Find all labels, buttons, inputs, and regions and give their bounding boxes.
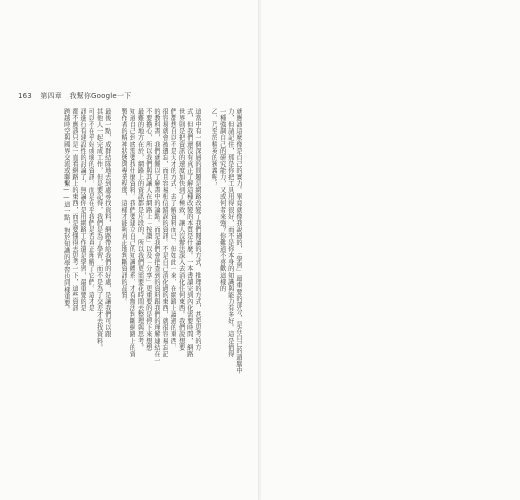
left-page-number: 163 bbox=[18, 92, 32, 100]
text-column: 乙，乃至於精英的狹義呢？ bbox=[210, 108, 218, 187]
text-column: 們都想自以不是天才的方式，去了解資料而已。但如此一來，在網路上讀過的東西， bbox=[169, 108, 177, 351]
text-column: 力，但請記住，那是你把工具用得很好，而不是你本身的知識與能力有多好。這是值得 bbox=[226, 108, 234, 357]
left-page-header bbox=[18, 91, 131, 101]
left-page-text bbox=[26, 108, 242, 423]
text-column bbox=[201, 108, 209, 423]
text-column: 的教科書，我們就難以了解書中的論點。而是我們會把查到的資料跟我們的理解連結在一 bbox=[152, 108, 160, 364]
text-column: 世界則是把資訊的速度加快到了極致，讓人沒辦法深入去消化任何東西。我們說想要 bbox=[177, 108, 185, 351]
text-column bbox=[111, 108, 119, 423]
right-page bbox=[261, 0, 520, 500]
text-column: 式，但我們還沒有真正了解這種改變的本質是什麼。一本書讀完到內化需要時間，網路 bbox=[185, 108, 193, 357]
left-chapter-title: 我幫你Google一下 bbox=[69, 92, 132, 100]
text-column: 可以不在乎好或壞的資訊，而是在乎我們是否真正理解了它們。這才是 bbox=[87, 108, 95, 312]
text-column: 最後一點，成群結隊地去到處尋找資料，網路帶給我們的好處，是讓我們可以跟 bbox=[103, 108, 111, 338]
text-column: 跨越時空與國界交流或聯繫——這一點，對於知識的學習也同樣重要。 bbox=[62, 108, 70, 313]
text-column: 其他人一起完成工作，但是要記得，我們是為了學習，而不是為了交差才去找資料。 bbox=[95, 108, 103, 351]
text-column: 知道自己到底需要找什麼資料。我們要建立自己的知識體系，才有辦法判斷網路上的資 bbox=[128, 108, 136, 357]
text-column: 一種強調自己的研究能力，又或何者來強？你難道不喜歡這樣的 bbox=[218, 108, 226, 292]
text-column: 不要擔心，所以我們與其讓人在網路上「按讚」以及「分享」更重要的是停下來想想 bbox=[144, 108, 152, 351]
text-column: 都不應該只是一直看網路上的東西，而是要懂得去思考一下，這些資訊 bbox=[70, 108, 78, 312]
text-column: 最難的地方在於，網路上的資訊都是片段的，所以我們更需要花時間去整理與思考。 bbox=[136, 108, 144, 351]
text-column: 這當中有一個深層的問題是網路改變了我們閱讀的方式、推理的方式，甚至思考的方 bbox=[194, 108, 201, 351]
text-column: 就應該這麼像是自己的實力。畢竟就像我說過的，「學習」最重要的部分，是在自己的頭腦中 bbox=[235, 108, 242, 374]
text-column: 訊進行有建設性的討論了，無論你是用網路工作還是學習，最重要的是 bbox=[79, 108, 87, 312]
left-page bbox=[0, 0, 259, 500]
text-column: 製作者的精神狀態與專業程度，這樣才能夠真正地判斷資訊的品質。 bbox=[120, 108, 128, 305]
left-chapter-label: 第四章 bbox=[40, 92, 63, 100]
text-column: 很容易就會被遺忘，而且容易相信錯誤的資訊。不是自己消化過的東西，就很容易忘記 bbox=[161, 108, 169, 357]
